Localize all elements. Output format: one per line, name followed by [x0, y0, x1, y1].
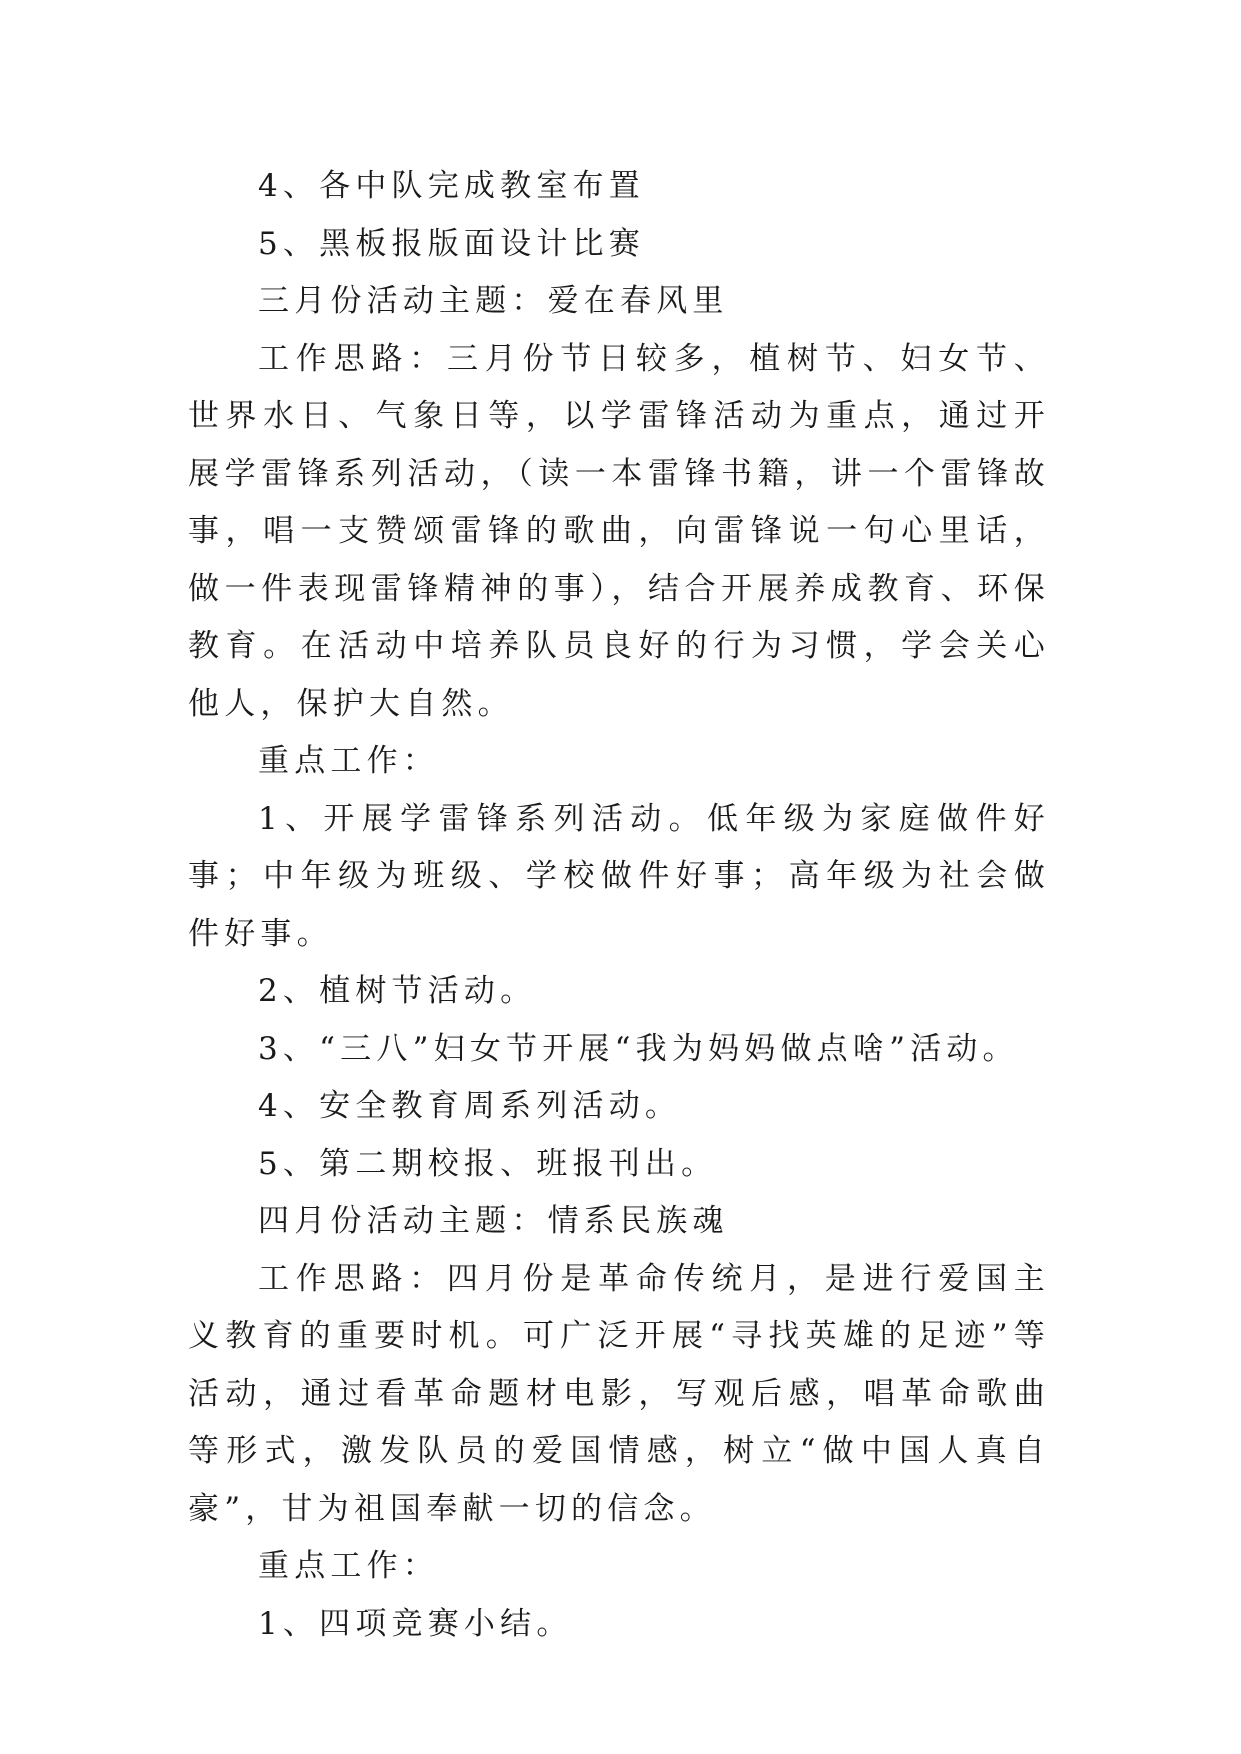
april-key-work-heading: 重点工作： [258, 1548, 439, 1584]
april-work-approach: 工作思路：四月份是革命传统月，是进行爱国主义教育的重要时机。可广泛开展“寻找英雄的足迹”等活动，通过看革命题材电影，写观后感，唱革命歌曲等形式，激发队员的爱国情感，树立“做中国人真自豪”，甘为祖国奉献一切的信念。 [188, 1260, 1050, 1527]
march-item-womens-day: 3、“三八”妇女节开展“我为妈妈做点啥”活动。 [258, 1030, 1019, 1067]
document-body [188, 158, 1050, 1653]
list-item-blackboard-contest: 5、黑板报版面设计比赛 [258, 225, 645, 262]
march-item-safety-week: 4、安全教育周系列活动。 [258, 1088, 682, 1124]
list-item-classroom-setup: 4、各中队完成教室布置 [258, 168, 645, 204]
april-theme-heading: 四月份活动主题：情系民族魂 [258, 1203, 729, 1239]
april-item-competition-summary: 1、四项竞赛小结。 [258, 1605, 573, 1642]
march-item-school-paper: 5、第二期校报、班报刊出。 [258, 1145, 718, 1182]
march-item-arbor-day: 2、植树节活动。 [258, 973, 537, 1009]
march-work-approach: 工作思路：三月份节日较多，植树节、妇女节、世界水日、气象日等，以学雷锋活动为重点，通过开展学雷锋系列活动，（读一本雷锋书籍，讲一个雷锋故事，唱一支赞颂雷锋的歌曲，向雷锋说一句心里话，做一件表现雷锋精神的事），结合开展养成教育、环保教育。在活动中培养队员良好的行为习惯，学会关心他人，保护大自然。 [188, 340, 1050, 722]
march-key-work-heading: 重点工作： [258, 743, 439, 779]
march-theme-heading: 三月份活动主题：爱在春风里 [258, 283, 729, 319]
march-item-lei-feng: 1、开展学雷锋系列活动。低年级为家庭做件好事；中年级为班级、学校做件好事；高年级为社会做件好事。 [188, 800, 1050, 952]
